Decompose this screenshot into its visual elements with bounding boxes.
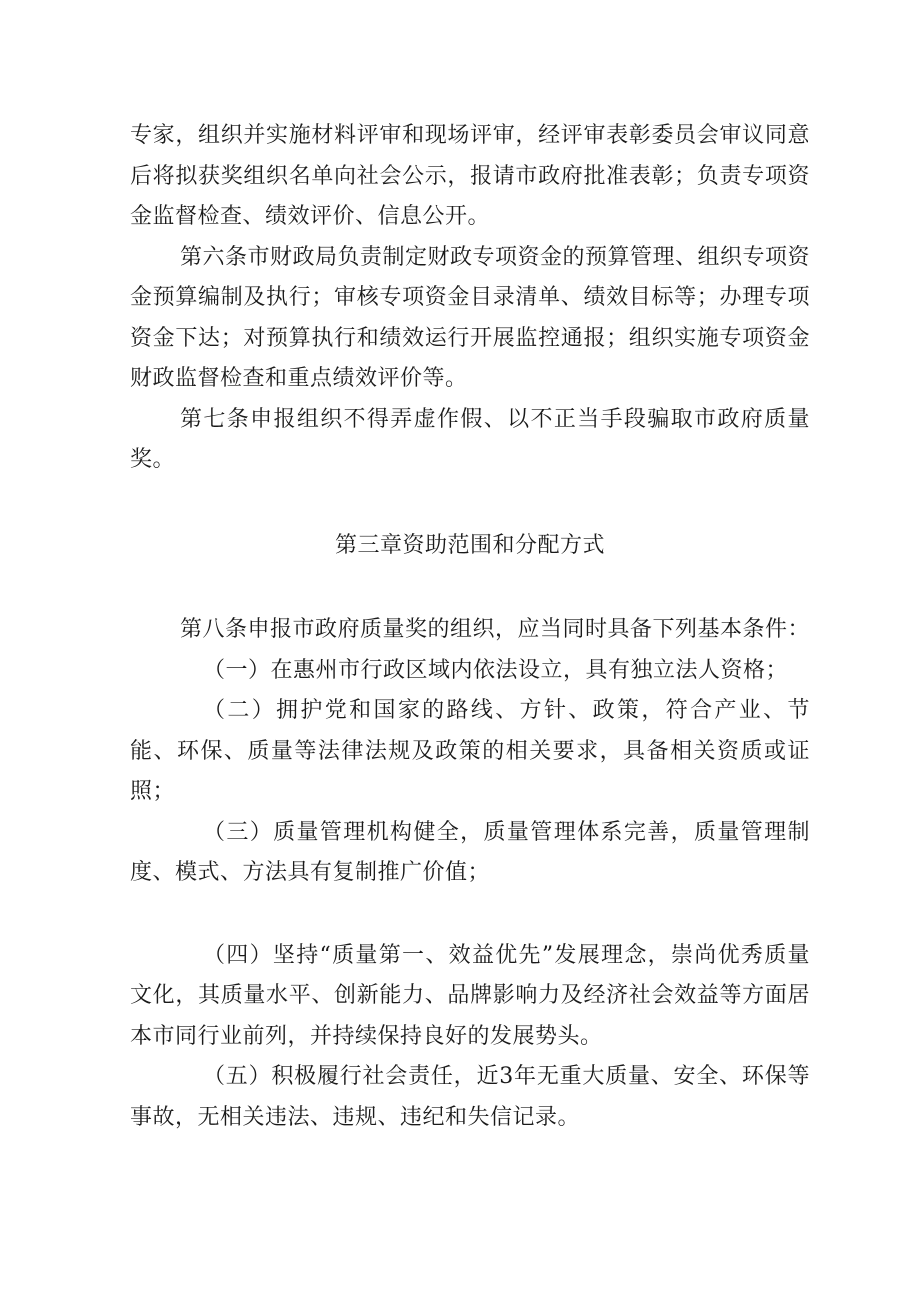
paragraph-expert-review: 专家，组织并实施材料评审和现场评审，经评审表彰委员会审议同意后将拟获奖组织名单向社会公示，报请市政府批准表彰；负责专项资金监督检查、绩效评价、信息公开。: [130, 123, 810, 229]
spacer: [130, 566, 810, 610]
paragraph-article-8-intro: 第八条申报市政府质量奖的组织，应当同时具备下列基本条件：: [180, 617, 811, 642]
condition-item-5: （五）积极履行社会责任，近3年无重大质量、安全、环保等事故，无相关违法、违规、违纪和失信记录。: [130, 1064, 810, 1130]
condition-item-4: （四）坚持“质量第一、效益优先”发展理念，崇尚优秀质量文化，其质量水平、创新能力、品牌影响力及经济社会效益等方面居本市同行业前列，并持续保持良好的发展势头。: [130, 942, 810, 1049]
chapter-heading: 第三章资助范围和分配方式: [334, 532, 605, 558]
condition-item-2: （二）拥护党和国家的路线、方针、政策，符合产业、节能、环保、质量等法律法规及政策的相关要求，具备相关资质或证照；: [130, 698, 810, 804]
condition-item-3: （三）质量管理机构健全，质量管理体系完善，质量管理制度、模式、方法具有复制推广价值；: [130, 819, 810, 885]
paragraph-article-7: 第七条申报组织不得弄虚作假、以不正当手段骗取市政府质量奖。: [130, 406, 810, 472]
spacer: [130, 481, 810, 526]
paragraph-article-6: 第六条市财政局负责制定财政专项资金的预算管理、组织专项资金预算编制及执行；审核专项资金目录清单、绩效目标等；办理专项资金下达；对预算执行和绩效运行开展监控通报；组织实施专项资金财政监督检查和重点绩效评价等。: [130, 244, 811, 391]
spacer: [130, 894, 810, 936]
document-page: [130, 116, 810, 1138]
condition-item-1: （一）在惠州市行政区域内依法设立，具有独立法人资格；: [203, 657, 789, 683]
